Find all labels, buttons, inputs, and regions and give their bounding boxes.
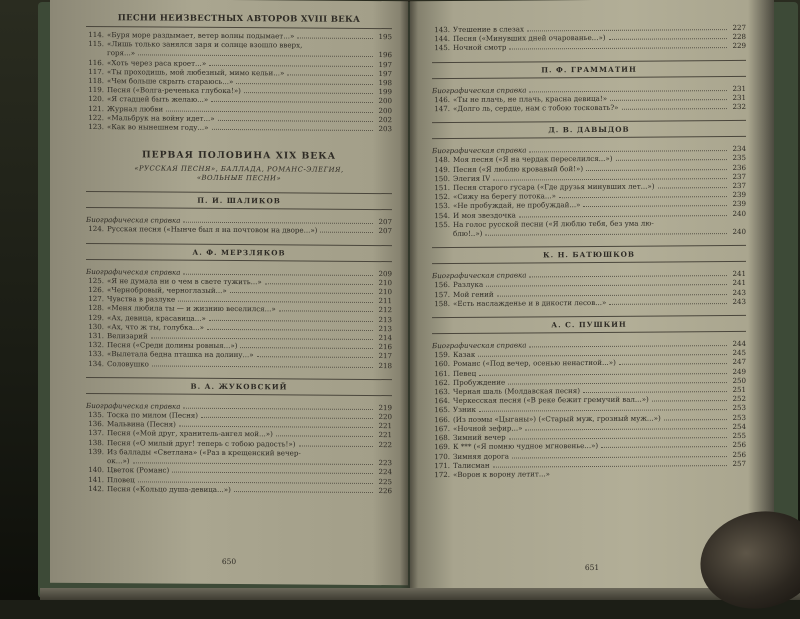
entry-page: 223 (376, 458, 392, 467)
entry-number: 150. (432, 174, 450, 183)
entry-title: Зимняя дорога (453, 451, 509, 461)
leader-dots (138, 55, 373, 58)
leader-dots (183, 408, 373, 410)
toc-entry (86, 359, 392, 370)
entry-number: 159. (432, 350, 450, 359)
entry-number: 172. (432, 470, 450, 479)
entry-page: 199 (376, 87, 392, 96)
right-page (410, 0, 774, 591)
entry-title: Биографическая справка (432, 146, 526, 156)
entry-page: 219 (376, 403, 392, 412)
entry-title: «Чем больше скрыть стараюсь...» (107, 76, 233, 86)
entry-title: Чувства в разлуке (107, 294, 175, 304)
entry-page: 243 (730, 288, 746, 297)
entry-title: «Я стадцей быть желаю...» (107, 95, 208, 105)
entry-title: «Сижу на берегу потока...» (453, 191, 556, 201)
leader-dots (240, 347, 373, 349)
entry-number: 116. (86, 58, 104, 67)
entry-title: Песня старого гусара («Где друзья минувших лет...») (453, 182, 655, 193)
leader-dots (486, 285, 727, 288)
entry-title: Биографическая справка (432, 85, 526, 95)
entry-page: 207 (376, 217, 392, 226)
entry-number: 171. (432, 461, 450, 470)
entry-title: «Буря море раздымает, ветер волны подымает...» (107, 30, 294, 41)
entry-number: 129. (86, 313, 104, 322)
author-heading: В. А. ЖУКОВСКИЙ (86, 377, 392, 396)
entry-title: Биографическая справка (86, 215, 180, 225)
entry-number: 118. (86, 76, 104, 85)
entry-title: Биографическая справка (432, 271, 526, 281)
toc-list (86, 30, 392, 133)
leader-dots (529, 345, 727, 347)
leader-dots (601, 446, 727, 448)
entry-title: Моя песня («Я на чердак переселился...») (453, 154, 613, 164)
entry-title: «Есть наслажденье и в дикости лесов...» (453, 298, 606, 308)
entry-page: 227 (730, 23, 746, 32)
entry-page: 231 (730, 84, 746, 93)
entry-number: 142. (86, 484, 104, 493)
entry-title: Пробуждение (453, 377, 505, 387)
leader-dots (658, 187, 727, 188)
entry-number: 165. (432, 405, 450, 414)
entry-title: блю!..») (453, 229, 482, 238)
entry-page: 214 (376, 333, 392, 342)
page-edge-shadow (748, 0, 774, 591)
entry-title: Журнал любви (107, 104, 163, 114)
entry-title: Песня («Я люблю кровавый бой!») (453, 164, 583, 174)
entry-number: 117. (86, 67, 104, 76)
entry-page: 221 (376, 421, 392, 430)
leader-dots (616, 159, 727, 161)
leader-dots (236, 83, 373, 85)
toc-entry (432, 297, 746, 308)
leader-dots (265, 283, 373, 285)
leader-dots (287, 74, 373, 76)
entry-page: 198 (376, 78, 392, 87)
entry-page: 244 (730, 339, 746, 348)
leader-dots (664, 419, 727, 420)
entry-title: Песня («Минувших дней очарованье...») (453, 33, 606, 43)
author-heading: Д. В. ДАВЫДОВ (432, 120, 746, 139)
entry-number: 155. (432, 220, 450, 229)
entry-number: 137. (86, 428, 104, 437)
entry-title: «Ворон к ворону летит...» (453, 469, 550, 479)
entry-number: 133. (86, 349, 104, 358)
entry-page: 255 (730, 431, 746, 440)
entry-number: 158. (432, 299, 450, 308)
leader-dots (276, 436, 373, 438)
entry-page: 213 (376, 324, 392, 333)
entry-number: 169. (432, 442, 450, 451)
leader-dots (211, 101, 373, 103)
entry-page: 203 (376, 124, 392, 133)
entry-page: 237 (730, 181, 746, 190)
leader-dots (209, 64, 373, 66)
leader-dots (493, 178, 727, 181)
entry-title: «Хоть через раса кроет...» (107, 58, 206, 68)
entry-title: «Долго ль, сердце, нам с тобою тосковать?» (453, 103, 619, 113)
entry-title: «Мальбрук на войну идет...» (107, 113, 215, 123)
entry-title: Романс («Под вечер, осенью ненастной...») (453, 358, 616, 368)
entry-number: 144. (432, 34, 450, 43)
entry-page: 196 (376, 50, 392, 59)
entry-title: Песня («О милый друг! теперь с тобою радость!») (107, 438, 296, 449)
entry-number: 166. (432, 415, 450, 424)
entry-page: 247 (730, 357, 746, 366)
leader-dots (583, 391, 727, 393)
entry-page: 253 (730, 403, 746, 412)
leader-dots (509, 47, 727, 50)
author-sections (86, 191, 392, 495)
entry-page: 254 (730, 422, 746, 431)
entry-page: 210 (376, 278, 392, 287)
section-subtitle-1: «РУССКАЯ ПЕСНЯ», БАЛЛАДА, РОМАНС-ЭЛЕГИЯ, (86, 164, 392, 175)
entry-page: 250 (730, 376, 746, 385)
entry-number: 167. (432, 424, 450, 433)
book-gutter (400, 0, 418, 600)
entry-page: 197 (376, 69, 392, 78)
entry-title: Соловушко (107, 359, 149, 368)
entry-title: Зимний вечер (453, 433, 506, 443)
section-subtitle-2: «ВОЛЬНЫЕ ПЕСНИ» (86, 173, 392, 184)
leader-dots (209, 320, 373, 322)
entry-number: 156. (432, 280, 450, 289)
entry-page: 241 (730, 278, 746, 287)
entry-page: 232 (730, 102, 746, 111)
entry-title: Мальвина (Песня) (107, 419, 176, 429)
entry-page: 213 (376, 315, 392, 324)
entry-page: 239 (730, 199, 746, 208)
toc-entry (432, 102, 746, 113)
entry-number: 154. (432, 211, 450, 220)
author-heading: А. Ф. МЕРЗЛЯКОВ (86, 243, 392, 262)
leader-dots (609, 38, 727, 40)
entry-page: 210 (376, 287, 392, 296)
entry-page: 252 (730, 394, 746, 403)
entry-number: 140. (86, 465, 104, 474)
entry-number: 170. (432, 451, 450, 460)
entry-title: «Лишь только занялся заря и солнце взошло вверх, (107, 39, 302, 50)
entry-title: Биографическая справка (86, 267, 180, 277)
leader-dots (478, 354, 727, 357)
page-number: 650 (50, 556, 408, 567)
entry-number: 135. (86, 410, 104, 419)
entry-title: «Ты проходишь, мой любезный, мимо кельи...» (107, 67, 284, 77)
leader-dots (586, 169, 727, 171)
author-heading: А. С. ПУШКИН (432, 315, 746, 334)
leader-dots (529, 90, 727, 92)
entry-title: Мой гений (453, 289, 494, 298)
leader-dots (230, 292, 373, 294)
leader-dots (133, 462, 373, 465)
leader-dots (279, 311, 373, 313)
left-page (50, 0, 408, 585)
leader-dots (152, 365, 373, 368)
toc-entry (432, 41, 746, 52)
entry-page: 229 (730, 41, 746, 50)
leader-dots (559, 196, 727, 198)
entry-page: 237 (730, 172, 746, 181)
right-page-content (410, 0, 774, 591)
author-heading: П. И. ШАЛИКОВ (86, 191, 392, 210)
entry-page: 226 (376, 486, 392, 495)
entry-number: 163. (432, 387, 450, 396)
leader-dots (138, 481, 373, 484)
leader-dots (183, 222, 373, 224)
toc-entry (86, 224, 392, 235)
entry-number: 136. (86, 419, 104, 428)
entry-page: 256 (730, 440, 746, 449)
running-head: ПЕСНИ НЕИЗВЕСТНЫХ АВТОРОВ XVIII ВЕКА (86, 0, 392, 29)
leader-dots (212, 129, 374, 131)
page-block-edge (40, 588, 800, 600)
entry-number: 121. (86, 104, 104, 113)
entry-page: 241 (730, 269, 746, 278)
entry-title: «Чернобровый, черноглазый...» (107, 285, 227, 295)
entry-title: И моя звездочка (453, 210, 516, 220)
entry-number: 126. (86, 285, 104, 294)
entry-number: 160. (432, 359, 450, 368)
leader-dots (485, 233, 727, 236)
author-heading: К. Н. БАТЮШКОВ (432, 245, 746, 264)
entry-page: 209 (376, 269, 392, 278)
leader-dots (320, 232, 373, 233)
leader-dots (529, 275, 727, 277)
entry-page: 228 (730, 32, 746, 41)
entry-number: 114. (86, 30, 104, 39)
entry-number: 149. (432, 165, 450, 174)
page-number: 651 (410, 562, 774, 574)
author-sections (432, 60, 746, 480)
entry-title: Биографическая справка (86, 401, 180, 411)
entry-number: 130. (86, 322, 104, 331)
entry-title: Биографическая справка (432, 341, 526, 351)
leader-dots (610, 99, 727, 101)
entry-title: Велизарий (107, 331, 148, 340)
leader-dots (244, 92, 373, 94)
entry-title: горя...» (107, 49, 135, 58)
leader-dots (299, 445, 373, 447)
entry-number: 147. (432, 104, 450, 113)
entry-number: 162. (432, 378, 450, 387)
entry-page: 216 (376, 342, 392, 351)
leader-dots (218, 120, 373, 122)
entry-title: Певец (453, 368, 476, 377)
entry-number: 141. (86, 475, 104, 484)
leader-dots (151, 338, 373, 341)
leader-dots (519, 215, 727, 217)
leader-dots (179, 426, 373, 428)
toc-entry (86, 122, 392, 133)
entry-title: Ночной смотр (453, 43, 506, 53)
entry-page: 257 (730, 459, 746, 468)
entry-number: 168. (432, 433, 450, 442)
entry-page: 231 (730, 93, 746, 102)
author-heading: П. Ф. ГРАММАТИН (432, 60, 746, 79)
entry-title: Песня («Мой друг, хранитель-ангел мой...») (107, 429, 273, 439)
entry-number: 151. (432, 183, 450, 192)
toc-list (432, 23, 746, 53)
entry-page: 236 (730, 163, 746, 172)
left-page-content (50, 0, 408, 585)
leader-dots (297, 37, 373, 39)
entry-number: 148. (432, 155, 450, 164)
entry-number: 139. (86, 447, 104, 456)
entry-page: 197 (376, 60, 392, 69)
entry-title: Русская песня («Нынче был я на почтовом на дворе...») (107, 225, 317, 236)
entry-title: «Ночной зефир...» (453, 423, 522, 433)
entry-title: Песня («Волга-реченька глубока!») (107, 85, 241, 95)
entry-title: Песня («Кольцо душа-девица...») (107, 484, 231, 494)
leader-dots (525, 428, 727, 430)
entry-page: 200 (376, 96, 392, 105)
entry-number: 123. (86, 122, 104, 131)
entry-number: 115. (86, 39, 104, 48)
entry-page: 239 (730, 190, 746, 199)
entry-title: Черкесская песня («В реке бежит гремучий вал...») (453, 395, 649, 406)
entry-number: 131. (86, 331, 104, 340)
entry-title: «Меня любила ты — и жизнию веселился...» (107, 304, 276, 314)
entry-title: Тоска по милом (Песня) (107, 410, 198, 420)
leader-dots (622, 108, 727, 110)
entry-title: «Вылетала бедна пташка на долину...» (107, 350, 254, 360)
entry-title: Песня («Среди долины ровныя...») (107, 340, 237, 350)
leader-dots (479, 410, 727, 413)
entry-title: ок...») (107, 456, 130, 465)
entry-title: К *** («Я помню чудное мгновенье...») (453, 441, 598, 451)
entry-title: «Ах, девица, красавица...» (107, 313, 206, 323)
entry-title: Элегия IV (453, 174, 490, 183)
leader-dots (207, 329, 373, 331)
entry-title: Цветок (Романс) (107, 465, 169, 475)
entry-page: 200 (376, 106, 392, 115)
entry-page: 211 (376, 296, 392, 305)
entry-page: 240 (730, 209, 746, 218)
entry-page: 224 (376, 467, 392, 476)
toc-entry (432, 468, 746, 479)
entry-number: 127. (86, 294, 104, 303)
leader-dots (183, 273, 373, 275)
entry-number: 164. (432, 396, 450, 405)
entry-number: 122. (86, 113, 104, 122)
entry-number: 128. (86, 303, 104, 312)
leader-dots (479, 373, 727, 376)
leader-dots (172, 472, 373, 474)
entry-page: 207 (376, 226, 392, 235)
entry-number: 145. (432, 43, 450, 52)
entry-page: 256 (730, 449, 746, 458)
entry-number: 146. (432, 95, 450, 104)
entry-page: 212 (376, 305, 392, 314)
entry-page: 225 (376, 477, 392, 486)
leader-dots (166, 110, 373, 112)
entry-title: На голос русской песни («Я люблю тебя, без ума лю- (453, 218, 654, 229)
leader-dots (493, 465, 727, 468)
top-margin (432, 0, 746, 25)
entry-page: 220 (376, 412, 392, 421)
entry-page: 218 (376, 361, 392, 370)
entry-title: «Ты не плачь, не плачь, красна девица!» (453, 94, 607, 104)
entry-title: «Я не думала ни о чем в свете тужить...» (107, 276, 262, 286)
entry-number: 134. (86, 359, 104, 368)
entry-title: Из баллады «Светлана» («Раз в крещенский вечер- (107, 447, 301, 458)
leader-dots (652, 400, 727, 402)
entry-page: 251 (730, 385, 746, 394)
entry-title: Узник (453, 405, 476, 414)
entry-page: 253 (730, 413, 746, 422)
entry-title: «Как во нынешнем году...» (107, 122, 209, 132)
entry-number: 153. (432, 201, 450, 210)
section-title: ПЕРВАЯ ПОЛОВИНА XIX ВЕКА (86, 149, 392, 162)
leader-dots (609, 303, 727, 305)
entry-page: 249 (730, 367, 746, 376)
entry-number: 161. (432, 369, 450, 378)
entry-page: 221 (376, 431, 392, 440)
entry-number: 138. (86, 438, 104, 447)
entry-page: 235 (730, 153, 746, 162)
entry-number: 152. (432, 192, 450, 201)
leader-dots (508, 382, 727, 385)
entry-title: Талисман (453, 460, 490, 469)
entry-number: 120. (86, 94, 104, 103)
leader-dots (583, 205, 727, 207)
entry-page: 240 (730, 227, 746, 236)
entry-number: 119. (86, 85, 104, 94)
entry-number: 143. (432, 25, 450, 34)
leader-dots (201, 417, 373, 419)
entry-page: 202 (376, 115, 392, 124)
leader-dots (257, 357, 373, 359)
leader-dots (619, 364, 727, 366)
entry-number: 125. (86, 276, 104, 285)
entry-title: Пловец (107, 475, 135, 484)
entry-page: 195 (376, 32, 392, 41)
leader-dots (234, 491, 373, 493)
entry-title: «Не пробуждай, не пробуждай...» (453, 201, 580, 211)
entry-title: «Ах, что ж ты, голубка...» (107, 322, 204, 332)
leader-dots (512, 456, 727, 459)
entry-title: (Из поэмы «Цыганы») («Старый муж, грозный муж...») (453, 413, 661, 424)
leader-dots (178, 301, 373, 303)
entry-title: Разлука (453, 280, 483, 289)
toc-entry (86, 484, 392, 495)
leader-dots (509, 437, 727, 440)
entry-page: 217 (376, 351, 392, 360)
toc-entry (432, 227, 746, 238)
entry-title: Утешение в слезах (453, 24, 524, 34)
entry-title: Казак (453, 350, 475, 359)
entry-number: 132. (86, 340, 104, 349)
entry-title: Черная шаль (Молдавская песня) (453, 386, 580, 396)
entry-page: 245 (730, 348, 746, 357)
entry-page: 222 (376, 440, 392, 449)
entry-page: 234 (730, 144, 746, 153)
entry-page: 243 (730, 297, 746, 306)
leader-dots (497, 294, 727, 297)
entry-number: 157. (432, 290, 450, 299)
leader-dots (527, 29, 727, 31)
leader-dots (529, 150, 727, 152)
entry-number: 124. (86, 224, 104, 233)
